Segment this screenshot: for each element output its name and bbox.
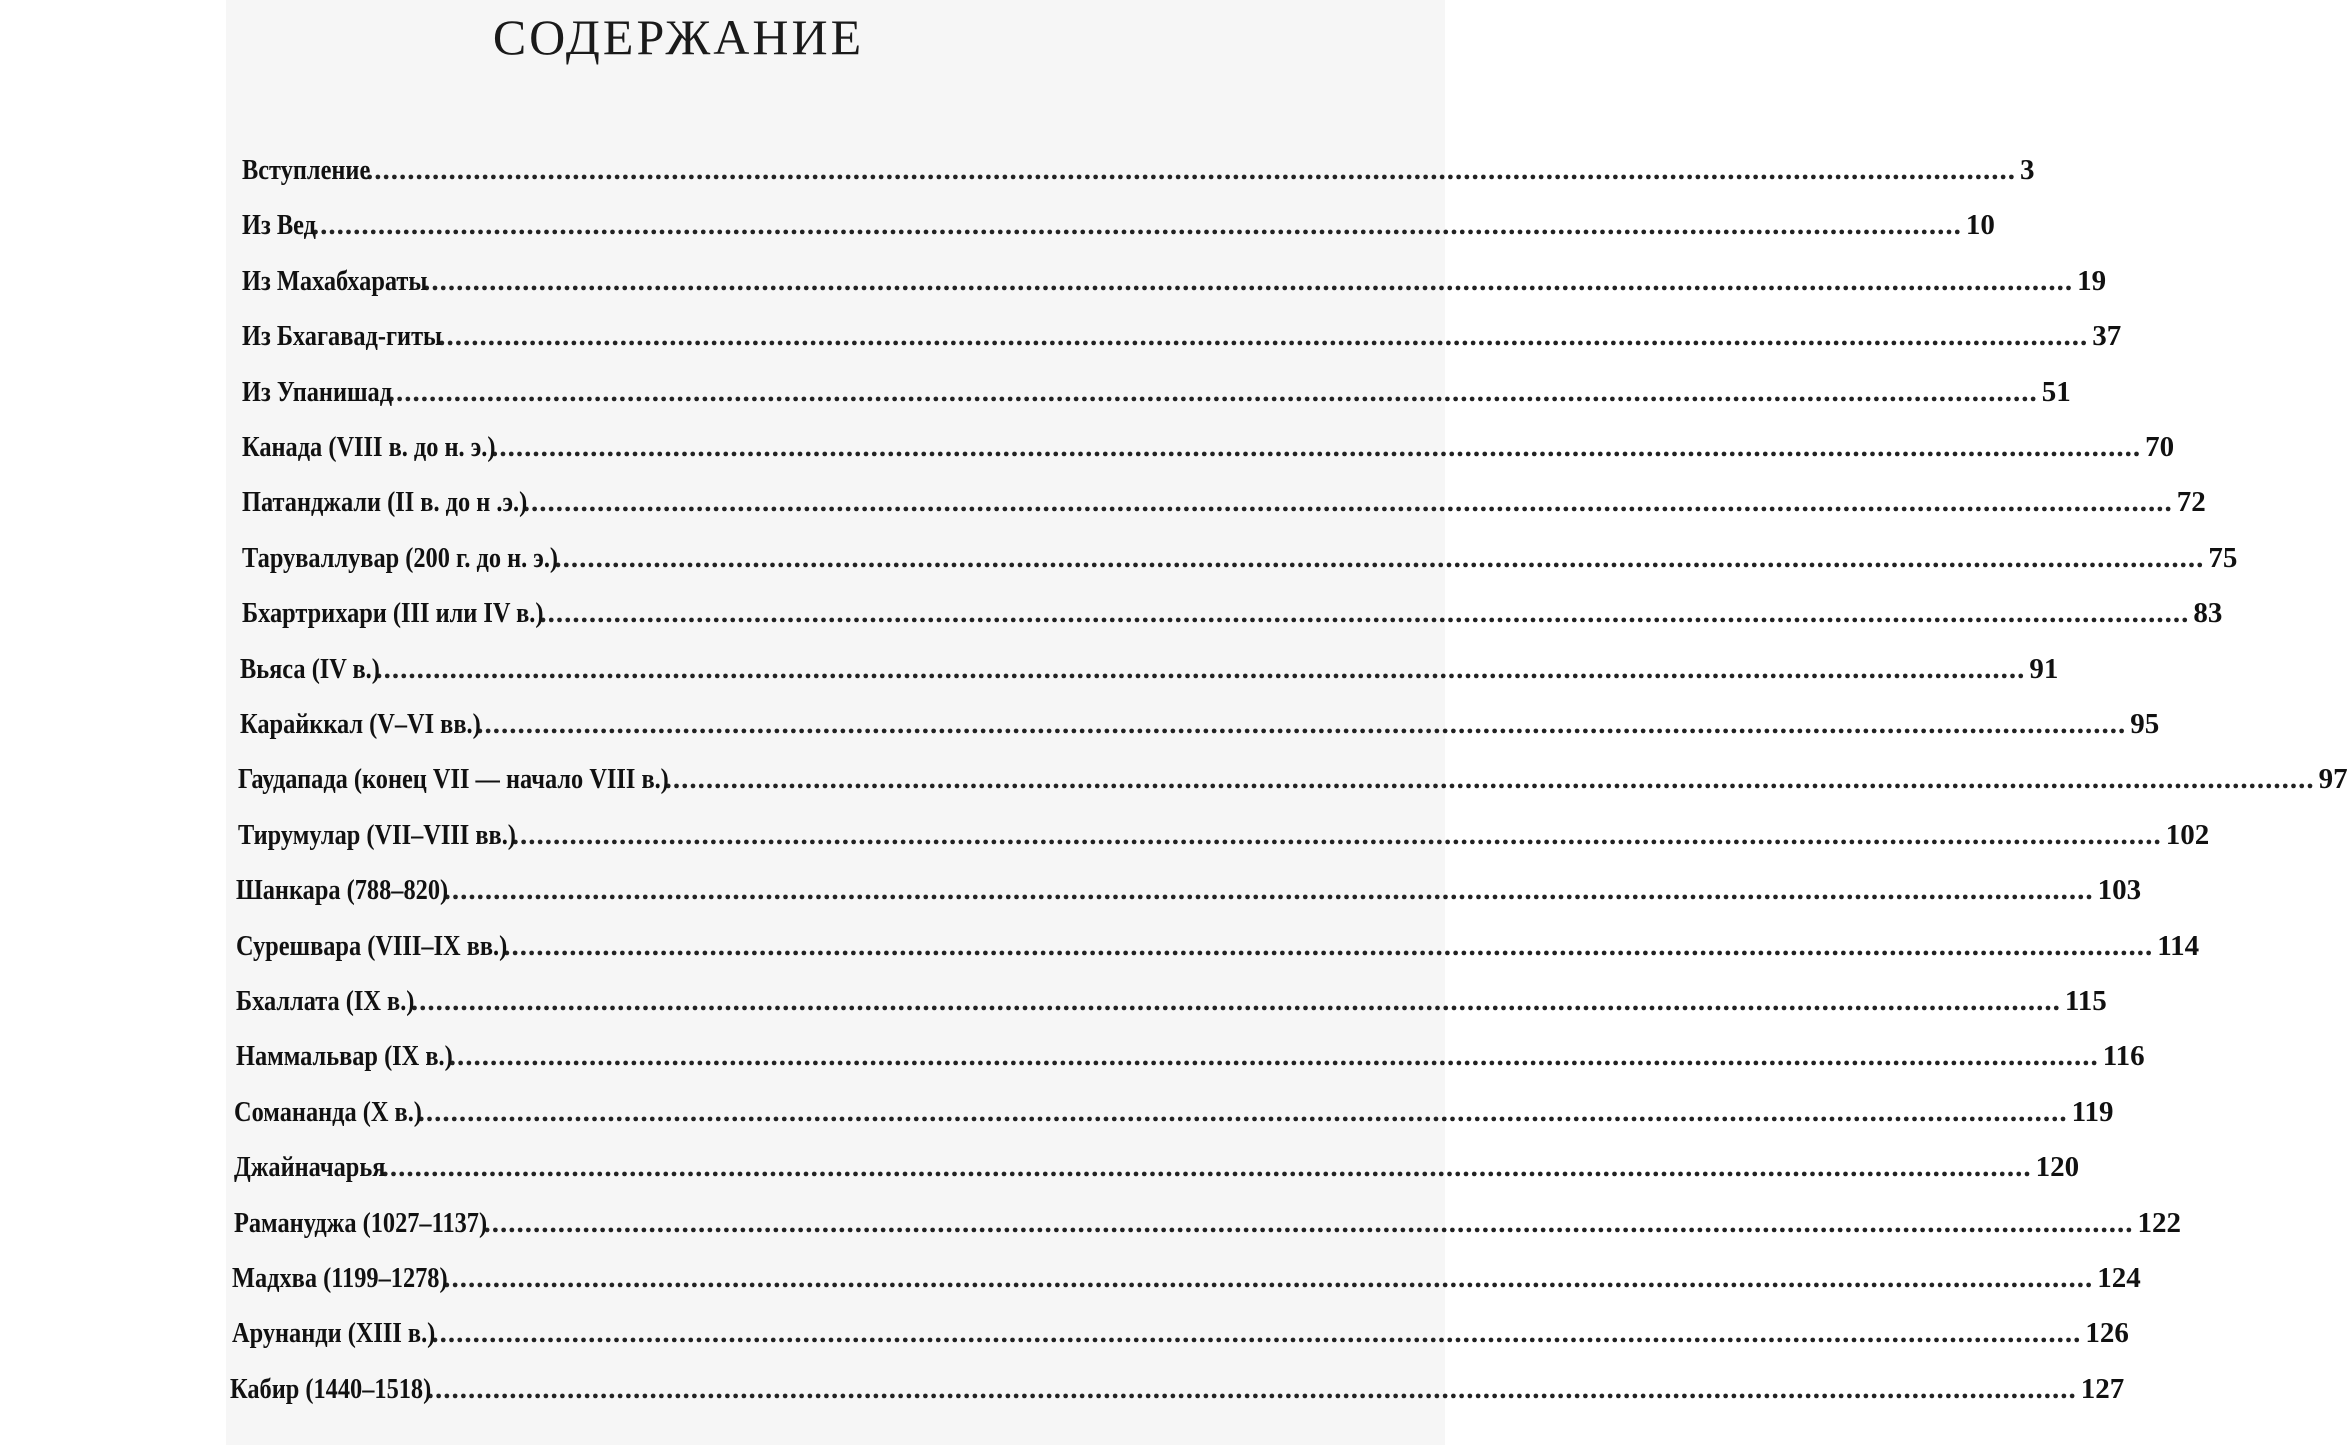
toc-entry xyxy=(234,1095,2114,1136)
dot-leader: ........................................................................................................................................................................................................ xyxy=(381,1151,2032,1184)
dot-leader: ........................................................................................................................................................................................................ xyxy=(431,1317,2082,1350)
toc-entry xyxy=(242,597,2223,637)
toc-entry-page: 102 xyxy=(2165,818,2210,851)
toc-entry-page: 126 xyxy=(2085,1317,2129,1350)
toc-entry-label: Кабир (1440–1518) xyxy=(230,1372,432,1405)
toc-entry-label: Патанджали (II в. до н .э.) xyxy=(242,486,528,519)
toc-entry-page: 120 xyxy=(2035,1151,2080,1184)
toc-entry xyxy=(230,1372,2125,1413)
toc-entry xyxy=(242,264,2107,305)
toc-entry-label: Таруваллувар (200 г. до н. э.) xyxy=(242,541,559,574)
dot-leader: ........................................................................................................................................................................................................ xyxy=(410,985,2061,1017)
dot-leader: ........................................................................................................................................................................................................ xyxy=(491,431,2142,463)
toc-entry-page: 83 xyxy=(2193,597,2223,630)
dot-leader: ........................................................................................................................................................................................................ xyxy=(522,486,2173,519)
dot-leader: ........................................................................................................................................................................................................ xyxy=(448,1040,2099,1073)
toc-entry-page: 51 xyxy=(2041,375,2071,408)
toc-entry-page: 127 xyxy=(2080,1372,2125,1405)
dot-leader: ........................................................................................................................................................................................................ xyxy=(664,763,2315,796)
toc-entry xyxy=(238,818,2210,859)
dot-leader: ........................................................................................................................................................................................................ xyxy=(366,154,2017,186)
toc-entry-page: 95 xyxy=(2130,708,2160,740)
toc-entry xyxy=(242,486,2206,526)
dot-leader: ........................................................................................................................................................................................................ xyxy=(387,375,2038,408)
toc-entry-page: 124 xyxy=(2097,1262,2141,1294)
toc-entry-page: 3 xyxy=(2020,154,2035,186)
dot-leader: ........................................................................................................................................................................................................ xyxy=(417,1095,2068,1128)
toc-entry-page: 103 xyxy=(2097,874,2142,907)
dot-leader: ........................................................................................................................................................................................................ xyxy=(554,541,2205,574)
toc-entry xyxy=(236,874,2142,914)
toc-entry-label: Сомананда (X в.) xyxy=(234,1095,422,1128)
toc-entry xyxy=(242,431,2175,471)
toc-entry xyxy=(232,1262,2141,1302)
dot-leader: ........................................................................................................................................................................................................ xyxy=(438,320,2089,353)
toc-entry-page: 72 xyxy=(2176,486,2206,519)
toc-entry-label: Шанкара (788–820) xyxy=(236,874,449,907)
dot-leader: ........................................................................................................................................................................................................ xyxy=(311,209,1962,242)
toc-entry xyxy=(240,708,2160,748)
toc-entry-page: 37 xyxy=(2092,320,2122,353)
toc-entry-label: Мадхва (1199–1278) xyxy=(232,1262,448,1294)
toc-entry-label: Гаудапада (конец VII — начало VIII в.) xyxy=(238,763,669,796)
toc-entry-page: 19 xyxy=(2077,264,2107,297)
dot-leader: ........................................................................................................................................................................................................ xyxy=(511,818,2162,851)
toc-entry-page: 97 xyxy=(2318,763,2348,796)
dot-leader: ........................................................................................................................................................................................................ xyxy=(503,929,2154,962)
toc-entry-page: 116 xyxy=(2102,1040,2145,1073)
dot-leader: ........................................................................................................................................................................................................ xyxy=(426,1372,2077,1405)
toc-entry-label: Карайккал (V–VI вв.) xyxy=(240,708,481,740)
toc-entry-label: Из Махабхараты xyxy=(242,264,428,297)
dot-leader: ........................................................................................................................................................................................................ xyxy=(443,874,2094,907)
dot-leader: ........................................................................................................................................................................................................ xyxy=(443,1262,2094,1294)
dot-leader: ........................................................................................................................................................................................................ xyxy=(539,597,2190,630)
toc-entry-label: Вьяса (IV в.) xyxy=(240,652,380,685)
toc-entry-label: Из Вед xyxy=(242,209,316,242)
toc-entry xyxy=(242,375,2071,416)
toc-entry xyxy=(236,985,2107,1025)
dot-leader: ........................................................................................................................................................................................................ xyxy=(483,1206,2134,1239)
toc-entry-page: 119 xyxy=(2071,1095,2114,1128)
toc-entry-page: 115 xyxy=(2064,985,2107,1017)
toc-entry-label: Сурешвара (VIII–IX вв.) xyxy=(236,929,508,962)
dot-leader: ........................................................................................................................................................................................................ xyxy=(476,708,2127,740)
toc-entry-page: 114 xyxy=(2157,929,2200,962)
toc-entry xyxy=(238,763,2348,803)
toc-entry xyxy=(236,1040,2145,1080)
toc-entry-page: 75 xyxy=(2208,541,2238,574)
toc-entry xyxy=(240,652,2059,693)
toc-entry-label: Вступление xyxy=(242,154,371,186)
page-title: СОДЕРЖАНИЕ xyxy=(492,9,865,65)
toc-entry xyxy=(236,929,2200,970)
toc-entry xyxy=(242,541,2238,582)
toc-entry-label: Бхаллата (IX в.) xyxy=(236,985,415,1017)
toc-entry-label: Бхартрихари (III или IV в.) xyxy=(242,597,544,630)
toc-entry-label: Канада (VIII в. до н. э.) xyxy=(242,431,496,463)
toc-entry xyxy=(234,1151,2080,1191)
toc-entry-page: 10 xyxy=(1965,209,1995,242)
toc-entry-label: Из Бхагавад-гиты xyxy=(242,320,443,353)
toc-entry xyxy=(242,209,1995,249)
toc-entry-page: 91 xyxy=(2029,652,2059,685)
dot-leader: ........................................................................................................................................................................................................ xyxy=(423,264,2074,297)
toc-entry-label: Из Упанишад xyxy=(242,375,393,408)
toc-entry-page: 70 xyxy=(2145,431,2175,463)
toc-entry xyxy=(242,320,2122,360)
toc-entry xyxy=(242,154,2035,194)
toc-entry xyxy=(234,1206,2181,1247)
toc-entry-label: Наммальвар (IX в.) xyxy=(236,1040,453,1073)
toc-entry-label: Арунанди (XIII в.) xyxy=(232,1317,436,1350)
book-page xyxy=(226,0,2348,1445)
toc-entry xyxy=(232,1317,2129,1357)
toc-entry-label: Тирумулар (VII–VIII вв.) xyxy=(238,818,516,851)
toc-entry-page: 122 xyxy=(2137,1206,2181,1239)
toc-entry-label: Рамануджа (1027–1137) xyxy=(234,1206,488,1239)
toc-entry-label: Джайначарья xyxy=(234,1151,386,1184)
dot-leader: ........................................................................................................................................................................................................ xyxy=(375,652,2026,685)
